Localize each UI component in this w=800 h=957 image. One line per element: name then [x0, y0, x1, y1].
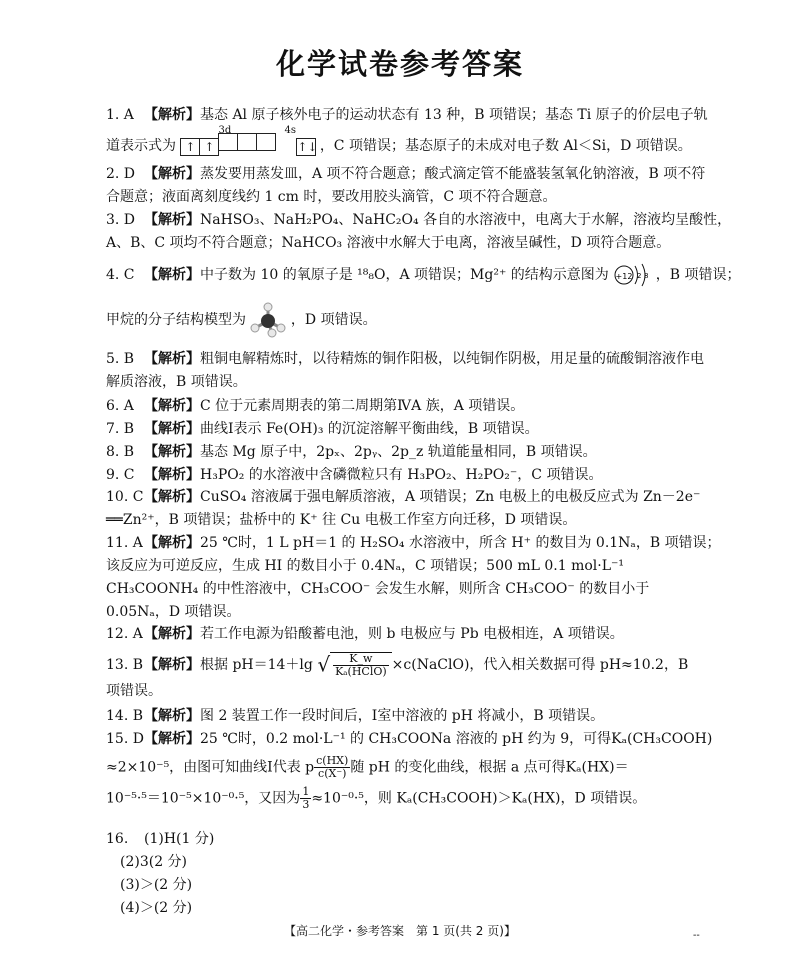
answer-item-12 — [106, 623, 701, 646]
answer-number: 14. B — [106, 708, 144, 724]
analysis-tag: 【解析】 — [144, 398, 200, 414]
analysis-tag: 【解析】 — [144, 535, 200, 551]
answer-text: A、B、C 项均不符合题意；NaHCO₃ 溶液中水解大于电离，溶液呈碱性，D 项符合题意。 — [106, 235, 671, 251]
analysis-tag: 【解析】 — [144, 657, 200, 673]
answer-item-8 — [106, 441, 701, 464]
fraction — [314, 755, 350, 780]
fraction-numerator: c(HX) — [316, 754, 349, 767]
sub-answer: (3)＞(2 分) — [120, 877, 193, 893]
answer-number: 5. B — [106, 351, 135, 367]
analysis-tag: 【解析】 — [144, 467, 200, 483]
answer-number: 9. C — [106, 467, 135, 483]
answer-text: CuSO₄ 溶液属于强电解质溶液，A 项错误；Zn 电极上的电极反应式为 Zn－2e⁻ — [200, 489, 701, 505]
answer-item-4 — [106, 262, 741, 338]
answer-text: 图 2 装置工作一段时间后，Ⅰ室中溶液的 pH 将减小，B 项错误。 — [200, 708, 605, 724]
methane-model-icon — [250, 302, 286, 338]
answer-item-13 — [106, 652, 701, 703]
answer-number: 16. — [106, 831, 129, 847]
answer-text: 基态 Al 原子核外电子的运动状态有 13 种，B 项错误；基态 Ti 原子的价层电子轨 — [200, 107, 708, 123]
answer-number: 7. B — [106, 421, 135, 437]
analysis-tag: 【解析】 — [144, 489, 200, 505]
answer-text: ，B 项错误； — [655, 267, 741, 283]
sub-answer: (1)H(1 分) — [144, 831, 215, 847]
analysis-tag: 【解析】 — [144, 421, 200, 437]
answer-text: ×c(NaClO)，代入相关数据可得 pH≈10.2，B — [391, 657, 689, 673]
answer-item-10 — [106, 486, 701, 532]
answer-text: 项错误。 — [106, 683, 162, 699]
orbital-cell — [256, 133, 276, 151]
answer-text: 中子数为 10 的氧原子是 ¹⁸₈O，A 项错误；Mg²⁺ 的结构示意图为 — [200, 267, 609, 283]
answer-item-11 — [106, 532, 721, 624]
answer-text: 粗铜电解精炼时，以待精炼的铜作阳极，以纯铜作阴极，用足量的硫酸铜溶液作电 — [200, 351, 704, 367]
fraction-denominator: 3 — [302, 798, 310, 811]
page-footer: 【高二化学・参考答案 第 1 页(共 2 页)】 — [284, 924, 516, 938]
answer-text: 解质溶液，B 项错误。 — [106, 374, 247, 390]
answer-item-2 — [106, 163, 706, 209]
mg-ion-structure-diagram — [613, 262, 651, 288]
answer-number: 11. A — [106, 535, 143, 551]
orbital-label-4s: 4s — [284, 125, 296, 136]
answer-text: 25 ℃时，1 L pH＝1 的 H₂SO₄ 水溶液中，所含 H⁺ 的数目为 0.1Nₐ，B 项错误； — [200, 535, 721, 551]
answer-text: 蒸发要用蒸发皿，A 项不符合题意；酸式滴定管不能盛装氢氧化钠溶液，B 项不符 — [200, 166, 706, 182]
answer-item-1 — [106, 104, 708, 159]
answer-text: ≈2×10⁻⁵，由图可知曲线Ⅰ代表 p — [106, 759, 315, 776]
answer-text: C 位于元素周期表的第二周期第ⅣA 族，A 项错误。 — [200, 398, 525, 414]
answer-number: 13. B — [106, 657, 144, 673]
sub-answer: (2)3(2 分) — [120, 854, 188, 870]
answer-text: CH₃COONH₄ 的中性溶液中，CH₃COO⁻ 会发生水解，则所含 CH₃COO⁻ 的数目小于 — [106, 581, 650, 597]
orbital-cell — [237, 133, 257, 151]
sub-answer: (4)＞(2 分) — [120, 900, 193, 916]
answer-item-16 — [106, 828, 701, 920]
orbital-diagram — [180, 125, 318, 159]
answer-item-15 — [106, 728, 713, 811]
fraction-numerator: 1 — [302, 785, 310, 798]
analysis-tag: 【解析】 — [144, 107, 200, 123]
fraction — [333, 653, 389, 678]
fraction-denominator: Kₐ(HClO) — [335, 665, 387, 678]
answer-text: NaHSO₃、NaH₂PO₄、NaHC₂O₄ 各自的水溶液中，电离大于水解，溶液均呈酸性， — [200, 212, 732, 228]
analysis-tag: 【解析】 — [144, 708, 200, 724]
answer-item-5 — [106, 348, 704, 394]
orbital-cell: ↑ — [180, 138, 200, 156]
answer-text: 该反应为可逆反应，生成 HI 的数目小于 0.4Nₐ，C 项错误；500 mL 0.1 mol·L⁻¹ — [106, 558, 625, 574]
answer-item-7 — [106, 418, 701, 441]
answer-item-3 — [106, 209, 732, 255]
page-title: 化学试卷参考答案 — [275, 47, 524, 81]
answer-text: H₃PO₂ 的水溶液中含磷微粒只有 H₃PO₂、H₂PO₂⁻，C 项错误。 — [200, 467, 603, 483]
answer-number: 3. D — [106, 212, 136, 228]
answer-text: 随 pH 的变化曲线，根据 a 点可得Kₐ(HX)＝ — [350, 759, 629, 776]
answer-text: 甲烷的分子结构模型为 — [106, 312, 246, 328]
answer-item-6 — [106, 395, 701, 418]
orbital-cell: ↑ — [199, 138, 219, 156]
answer-item-14 — [106, 705, 701, 728]
footer-mark: -- — [693, 930, 700, 941]
answer-text: 道表示式为 — [106, 138, 176, 154]
analysis-tag: 【解析】 — [144, 212, 200, 228]
fraction-numerator: K_w — [333, 653, 389, 666]
answer-text: 0.05Nₐ，D 项错误。 — [106, 604, 241, 620]
answer-number: 4. C — [106, 267, 135, 283]
orbital-cell: ↑↓ — [297, 140, 318, 154]
shell-electrons: 2 — [637, 272, 642, 280]
answer-text: ══Zn²⁺，B 项错误；盐桥中的 K⁺ 往 Cu 电极工作室方向迁移，D 项错误。 — [106, 512, 577, 528]
analysis-tag: 【解析】 — [144, 731, 200, 747]
answer-number: 1. A — [106, 107, 134, 123]
analysis-tag: 【解析】 — [144, 626, 200, 642]
analysis-tag: 【解析】 — [144, 267, 200, 283]
answer-text: ≈10⁻⁰·⁵，则 Kₐ(CH₃COOH)＞Kₐ(HX)，D 项错误。 — [311, 790, 647, 807]
answer-text: 曲线Ⅰ表示 Fe(OH)₃ 的沉淀溶解平衡曲线，B 项错误。 — [200, 421, 539, 437]
orbital-label-3d: 3d — [218, 125, 232, 136]
answer-number: 8. B — [106, 444, 135, 460]
nucleus-charge: +12 — [615, 272, 633, 281]
answer-text: 10⁻⁵·⁵＝10⁻⁵×10⁻⁰·⁵，又因为 — [106, 790, 301, 807]
shell-electrons: 8 — [644, 272, 649, 280]
answer-text: 25 ℃时，0.2 mol·L⁻¹ 的 CH₃COONa 溶液的 pH 约为 9，可得Kₐ(CH₃COOH) — [200, 731, 713, 747]
answer-number: 2. D — [106, 166, 136, 182]
fraction — [300, 786, 311, 811]
answer-text: 若工作电源为铅酸蓄电池，则 b 电极应与 Pb 电极相连，A 项错误。 — [200, 626, 624, 642]
answer-text: ，D 项错误。 — [290, 312, 377, 328]
answer-item-9 — [106, 464, 701, 487]
answer-text: 基态 Mg 原子中，2pₓ、2pᵧ、2p_z 轨道能量相同，B 项错误。 — [200, 444, 597, 460]
sqrt-content — [330, 652, 392, 678]
answer-number: 10. C — [106, 489, 144, 505]
answer-text: 合题意；液面离刻度线约 1 cm 时，要改用胶头滴管，C 项不符合题意。 — [106, 189, 557, 205]
fraction-denominator: c(X⁻) — [318, 767, 347, 780]
answer-text: 根据 pH＝14＋lg — [200, 657, 313, 673]
analysis-tag: 【解析】 — [144, 351, 200, 367]
answer-number: 12. A — [106, 626, 143, 642]
analysis-tag: 【解析】 — [144, 166, 200, 182]
analysis-tag: 【解析】 — [144, 444, 200, 460]
answer-text: ，C 项错误；基态原子的未成对电子数 Al＜Si，D 项错误。 — [319, 138, 692, 154]
sqrt-sign: √ — [317, 652, 331, 677]
answer-number: 6. A — [106, 398, 134, 414]
answer-number: 15. D — [106, 731, 144, 747]
